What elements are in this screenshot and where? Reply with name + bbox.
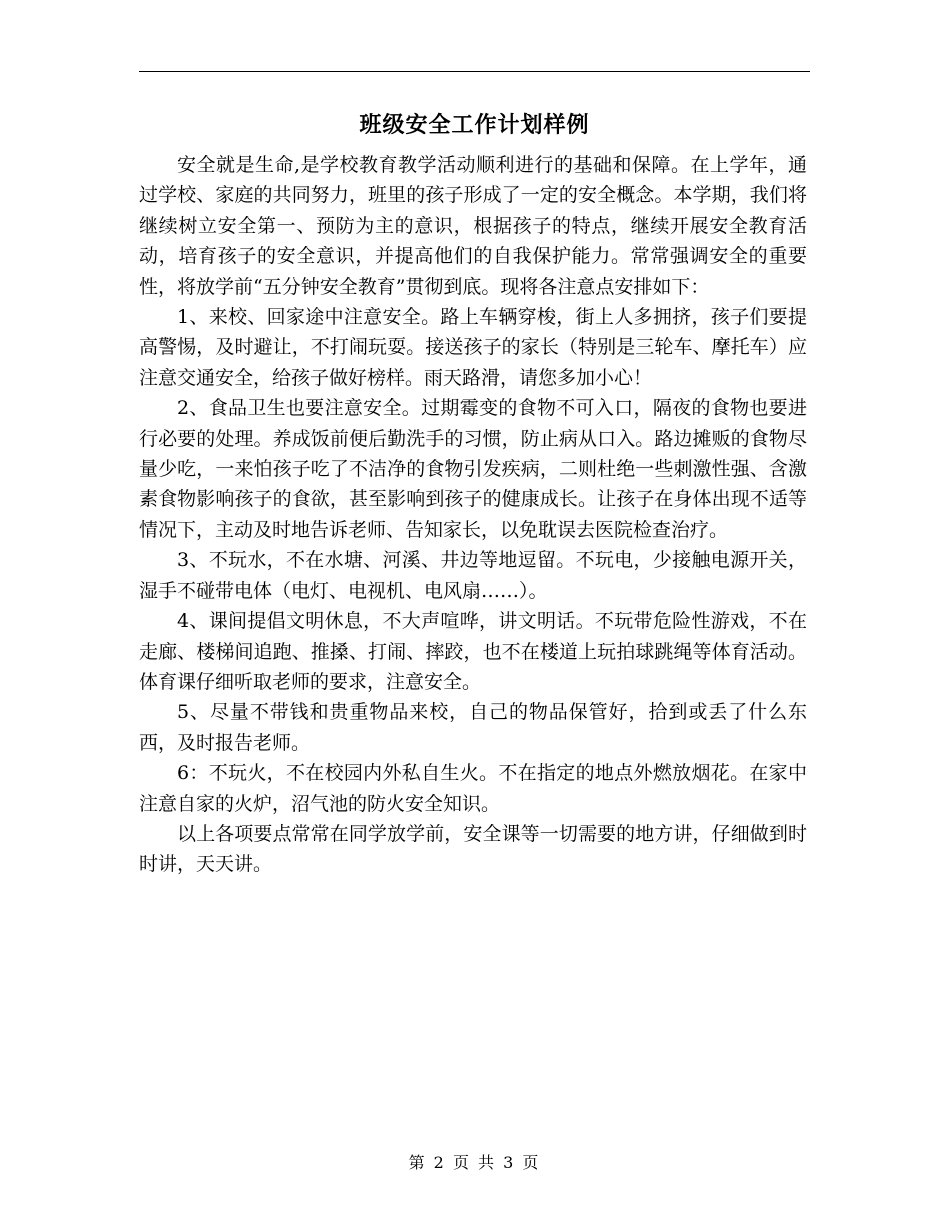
header-rule bbox=[139, 71, 810, 72]
document-title: 班级安全工作计划样例 bbox=[359, 112, 590, 138]
page-number-footer: 第 2 页 共 3 页 bbox=[408, 1153, 541, 1172]
intro-paragraph: 安全就是生命,是学校教育教学活动顺利进行的基础和保障。在上学年，通过学校、家庭的共同努力，班里的孩子形成了一定的安全概念。本学期，我们将继续树立安全第一、预防为主的意识，根据孩子的特点，继续开展安全教育活动，培育孩子的安全意识，并提高他们的自我保护能力。常常强调安全的重要性，将放学前“五分钟安全教育”贯彻到底。现将各注意点安排如下： bbox=[139, 154, 807, 298]
item-paragraph-1: 1、来校、回家途中注意安全。路上车辆穿梭，街上人多拥挤，孩子们要提高警惕，及时避让，不打闹玩耍。接送孩子的家长（特别是三轮车、摩托车）应注意交通安全，给孩子做好榜样。雨天路滑，请您多加小心！ bbox=[139, 306, 807, 389]
document-body bbox=[139, 150, 807, 880]
item-paragraph-4: 4、课间提倡文明休息，不大声喧哗，讲文明话。不玩带危险性游戏，不在走廊、楼梯间追跑、推搡、打闹、摔跤，也不在楼道上玩拍球跳绳等体育活动。体育课仔细听取老师的要求，注意安全。 bbox=[139, 610, 807, 693]
closing-paragraph: 以上各项要点常常在同学放学前，安全课等一切需要的地方讲，仔细做到时时讲，天天讲。 bbox=[139, 822, 807, 876]
item-paragraph-6: 6：不玩火，不在校园内外私自生火。不在指定的地点外燃放烟花。在家中注意自家的火炉，沼气池的防火安全知识。 bbox=[139, 762, 807, 815]
item-paragraph-2: 2、食品卫生也要注意安全。过期霉变的食物不可入口，隔夜的食物也要进行必要的处理。养成饭前便后勤洗手的习惯，防止病从口入。路边摊贩的食物尽量少吃，一来怕孩子吃了不洁净的食物引发疾病，二则杜绝一些刺激性强、含激素食物影响孩子的食欲，甚至影响到孩子的健康成长。让孩子在身体出现不适等情况下，主动及时地告诉老师、告知家长，以免耽误去医院检查治疗。 bbox=[139, 397, 807, 541]
item-paragraph-3: 3、不玩水，不在水塘、河溪、井边等地逗留。不玩电，少接触电源开关，湿手不碰带电体（电灯、电视机、电风扇……）。 bbox=[139, 549, 807, 602]
item-paragraph-5: 5、尽量不带钱和贵重物品来校，自己的物品保管好，拾到或丢了什么东西，及时报告老师。 bbox=[139, 701, 807, 754]
